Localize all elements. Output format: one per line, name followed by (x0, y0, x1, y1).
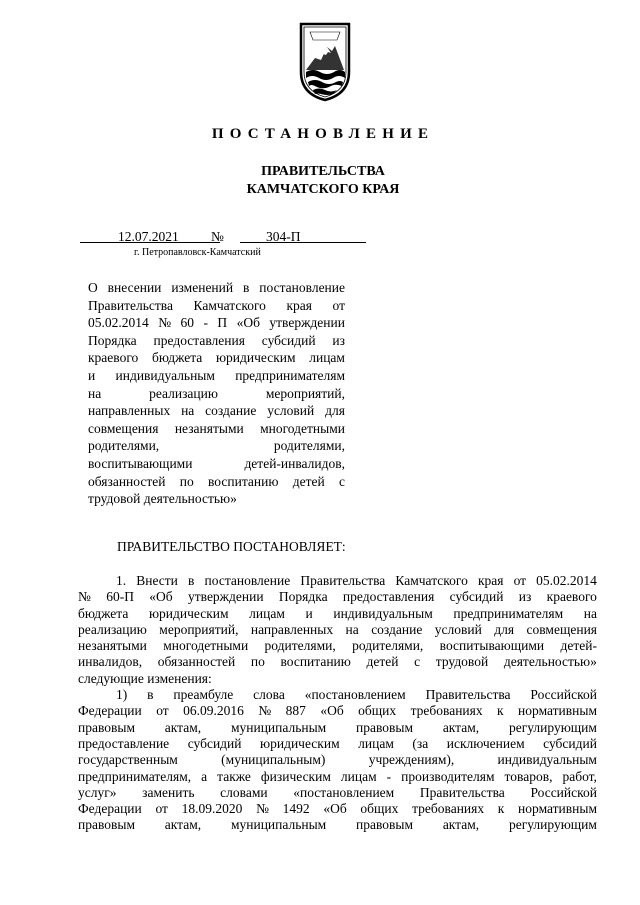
body-line: Федерации от 18.09.2020 № 1492 «Об общих требованиях к нормативным (78, 801, 597, 817)
subject-line: совмещения незанятыми многодетными (88, 420, 345, 436)
subject-line: и индивидуальным предпринимателям (88, 367, 345, 383)
decree-heading: ПРАВИТЕЛЬСТВО ПОСТАНОВЛЯЕТ: (117, 539, 346, 554)
body-line: следующие изменения: (78, 670, 212, 686)
kamchatka-emblem-icon (297, 20, 353, 102)
body-line: незанятыми многодетными родителями, родителями, воспитывающими детей- (78, 638, 597, 654)
authority-line: ПРАВИТЕЛЬСТВА (261, 164, 385, 179)
subject-line: краевого бюджета юридическим лицам (88, 350, 345, 366)
subject-line: Порядка предоставления субсидий из (88, 332, 345, 348)
body-line: правовым актам, муниципальным правовым актам, регулирующим (78, 817, 597, 833)
subject-line: Правительства Камчатского края от (88, 297, 345, 313)
body-line: предоставление субсидий юридическим лицам (за исключением субсидий (78, 735, 597, 751)
document-title: ПОСТАНОВЛЕНИЕ (211, 126, 435, 142)
body-line: № 60-П «Об утверждении Порядка предоставления субсидий из краевого (78, 589, 597, 605)
subject-line: на реализацию мероприятий, (88, 385, 345, 401)
authority-line: КАМЧАТСКОГО КРАЯ (246, 182, 400, 197)
subject-line: обязанностей по воспитанию детей с (88, 473, 345, 489)
body-line: бюджета юридическим лицам и индивидуальным предпринимателям на (78, 605, 597, 621)
body-line: инвалидов, обязанностей по воспитанию детей с трудовой деятельностью» (78, 654, 597, 670)
body-line: государственным (муниципальным) учреждениям), индивидуальным (78, 752, 597, 768)
number-sign: № (211, 229, 224, 244)
number-underline (240, 242, 366, 243)
city: г. Петропавловск-Камчатский (134, 247, 261, 258)
subject-line: трудовой деятельностью» (88, 491, 237, 507)
date-underline (80, 242, 220, 243)
document-date: 12.07.2021 (118, 229, 179, 244)
issuing-authority (0, 163, 640, 199)
document-subject (88, 279, 345, 508)
body-line: Федерации от 06.09.2016 № 887 «Об общих требованиях к нормативным (78, 703, 597, 719)
document-body (78, 573, 597, 834)
body-line: реализацию мероприятий, направленных на создание условий для совмещения (78, 621, 597, 637)
document-number: 304-П (266, 229, 301, 244)
body-line: 1) в преамбуле слова «постановлением Правительства Российской (116, 687, 597, 703)
body-line: правовым актам, муниципальным правовым актам, регулирующим (78, 719, 597, 735)
subject-line: 05.02.2014 № 60 - П «Об утверждении (88, 315, 345, 331)
subject-line: направленных на создание условий для (88, 403, 345, 419)
subject-line: родителями, родителями, (88, 438, 345, 454)
date-number-line (80, 229, 366, 245)
subject-line: воспитывающими детей-инвалидов, (88, 455, 345, 471)
body-line: услуг» заменить словами «постановлением Правительства Российской (78, 784, 597, 800)
subject-line: О внесении изменений в постановление (88, 280, 345, 295)
body-line: 1. Внести в постановление Правительства Камчатского края от 05.02.2014 (116, 573, 597, 588)
body-line: предпринимателям, а также физическим лицам - производителям товаров, работ, (78, 768, 597, 784)
